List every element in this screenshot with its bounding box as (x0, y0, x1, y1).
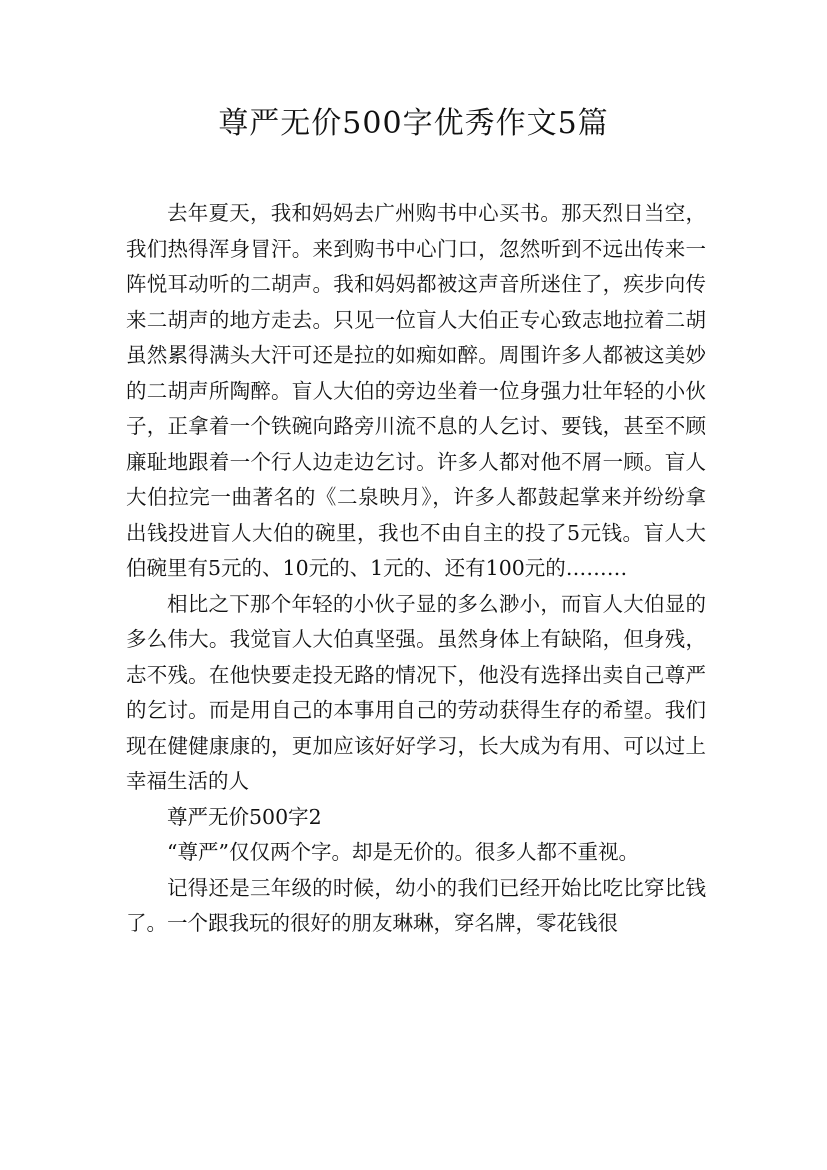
section-heading-2: 尊严无价500字2 (167, 804, 322, 829)
document-body (126, 196, 706, 942)
paragraph-1: 去年夏天，我和妈妈去广州购书中心买书。那天烈日当空，我们热得浑身冒汗。来到购书中心门口，忽然听到不远出传来一阵悦耳动听的二胡声。我和妈妈都被这声音所迷住了，疾步向传来二胡声的地方走去。只见一位盲人大伯正专心致志地拉着二胡虽然累得满头大汗可还是拉的如痴如醉。周围许多人都被这美妙的二胡声所陶醉。盲人大伯的旁边坐着一位身强力壮年轻的小伙子，正拿着一个铁碗向路旁川流不息的人乞讨、要钱，甚至不顾廉耻地跟着一个行人边走边乞讨。许多人都对他不屑一顾。盲人大伯拉完一曲著名的《二泉映月》，许多人都鼓起掌来并纷纷拿出钱投进盲人大伯的碗里，我也不由自主的投了5元钱。盲人大伯碗里有5元的、10元的、1元的、还有100元的……… (126, 201, 706, 580)
document-title: 尊严无价500字优秀作文5篇 (218, 106, 609, 141)
paragraph-3: “尊严”仅仅两个字。却是无价的。很多人都不重视。 (167, 840, 639, 864)
paragraph-4: 记得还是三年级的时候，幼小的我们已经开始比吃比穿比钱了。一个跟我玩的很好的朋友琳琳，穿名牌，零花钱很 (126, 875, 706, 935)
paragraph-2: 相比之下那个年轻的小伙子显的多么渺小，而盲人大伯显的多么伟大。我觉盲人大伯真坚强。虽然身体上有缺陷，但身残，志不残。在他快要走投无路的情况下，他没有选择出卖自己尊严的乞讨。而是用自己的本事用自己的劳动获得生存的希望。我们现在健健康康的，更加应该好好学习，长大成为有用、可以过上幸福生活的人 (126, 591, 706, 793)
